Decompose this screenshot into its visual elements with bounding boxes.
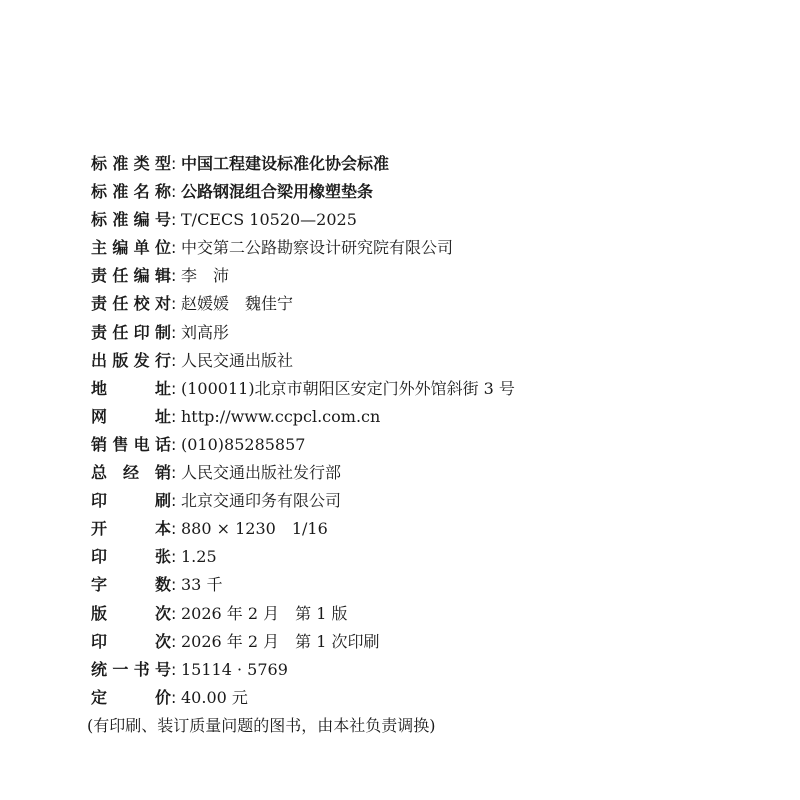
info-value: (010)85285857 [181, 434, 306, 454]
info-row-chief-editor-unit [91, 234, 781, 262]
info-colon: : [171, 631, 177, 651]
info-label: 统一书号 [91, 659, 171, 679]
info-row-responsible-editor [91, 262, 781, 290]
info-label: 责任编辑 [91, 266, 171, 286]
info-row-responsible-printing [91, 319, 781, 347]
info-label: 定价 [91, 687, 171, 707]
info-colon: : [171, 547, 177, 567]
info-label: 总经销 [91, 463, 171, 483]
publication-info-list [91, 150, 781, 712]
info-row-word-count [91, 571, 781, 599]
info-colon: : [171, 350, 177, 370]
info-row-printer [91, 487, 781, 515]
info-row-edition [91, 600, 781, 628]
copyright-page [87, 150, 781, 740]
info-row-printed-sheets [91, 543, 781, 571]
info-row-price [91, 684, 781, 712]
info-value: 15114 · 5769 [181, 659, 288, 679]
info-value: 赵媛媛 魏佳宁 [181, 294, 294, 314]
info-label: 标准类型 [91, 154, 171, 173]
info-colon: : [171, 659, 177, 679]
info-colon: : [171, 603, 177, 623]
info-value: 中交第二公路勘察设计研究院有限公司 [181, 238, 454, 258]
info-value: 人民交通出版社发行部 [181, 463, 342, 483]
info-label: 标准编号 [91, 210, 171, 230]
info-colon: : [171, 210, 177, 230]
info-colon: : [171, 322, 177, 342]
info-value: 中国工程建设标准化协会标准 [181, 154, 390, 173]
info-row-format [91, 515, 781, 543]
info-value: 2026 年 2 月 第 1 次印刷 [181, 631, 380, 651]
info-label: 印次 [91, 631, 171, 651]
info-value: 人民交通出版社 [181, 350, 294, 370]
info-row-unified-book-number [91, 656, 781, 684]
info-label: 开本 [91, 519, 171, 539]
info-value: 李 沛 [181, 266, 230, 286]
info-row-responsible-proofreader [91, 290, 781, 318]
info-label: 出版发行 [91, 350, 171, 370]
info-colon: : [171, 154, 177, 173]
info-colon: : [171, 687, 177, 707]
info-colon: : [171, 491, 177, 511]
info-value: (100011)北京市朝阳区安定门外外馆斜街 3 号 [181, 378, 515, 398]
info-label: 印刷 [91, 491, 171, 511]
info-value: 40.00 元 [181, 687, 248, 707]
info-label: 印张 [91, 547, 171, 567]
info-value: 1.25 [181, 547, 217, 567]
info-label: 版次 [91, 603, 171, 623]
info-row-sales-phone [91, 431, 781, 459]
info-row-address [91, 375, 781, 403]
info-row-standard-number [91, 206, 781, 234]
info-row-publisher [91, 347, 781, 375]
info-colon: : [171, 575, 177, 595]
info-label: 主编单位 [91, 238, 171, 258]
info-label: 销售电话 [91, 434, 171, 454]
info-row-standard-type [91, 150, 781, 178]
info-label: 责任印制 [91, 322, 171, 342]
info-colon: : [171, 434, 177, 454]
info-label: 字数 [91, 575, 171, 595]
info-value: T/CECS 10520—2025 [181, 210, 357, 230]
info-colon: : [171, 463, 177, 483]
quality-notice: (有印刷、装订质量问题的图书，由本社负责调换) [87, 715, 436, 735]
info-row-website [91, 403, 781, 431]
info-row-impression [91, 628, 781, 656]
info-label: 标准名称 [91, 182, 171, 202]
info-row-standard-name [91, 178, 781, 206]
info-value: http://www.ccpcl.com.cn [181, 406, 381, 426]
info-colon: : [171, 406, 177, 426]
info-label: 地址 [91, 378, 171, 398]
info-colon: : [171, 238, 177, 258]
info-value: 北京交通印务有限公司 [181, 491, 342, 511]
info-colon: : [171, 182, 177, 202]
info-colon: : [171, 519, 177, 539]
info-value: 公路钢混组合梁用橡塑垫条 [181, 182, 374, 202]
info-value: 33 千 [181, 575, 223, 595]
info-label: 网址 [91, 406, 171, 426]
info-value: 2026 年 2 月 第 1 版 [181, 603, 348, 623]
info-colon: : [171, 378, 177, 398]
info-row-general-distributor [91, 459, 781, 487]
info-label: 责任校对 [91, 294, 171, 314]
info-colon: : [171, 294, 177, 314]
info-value: 刘高彤 [181, 322, 230, 342]
info-value: 880 × 1230 1/16 [181, 519, 328, 539]
info-colon: : [171, 266, 177, 286]
